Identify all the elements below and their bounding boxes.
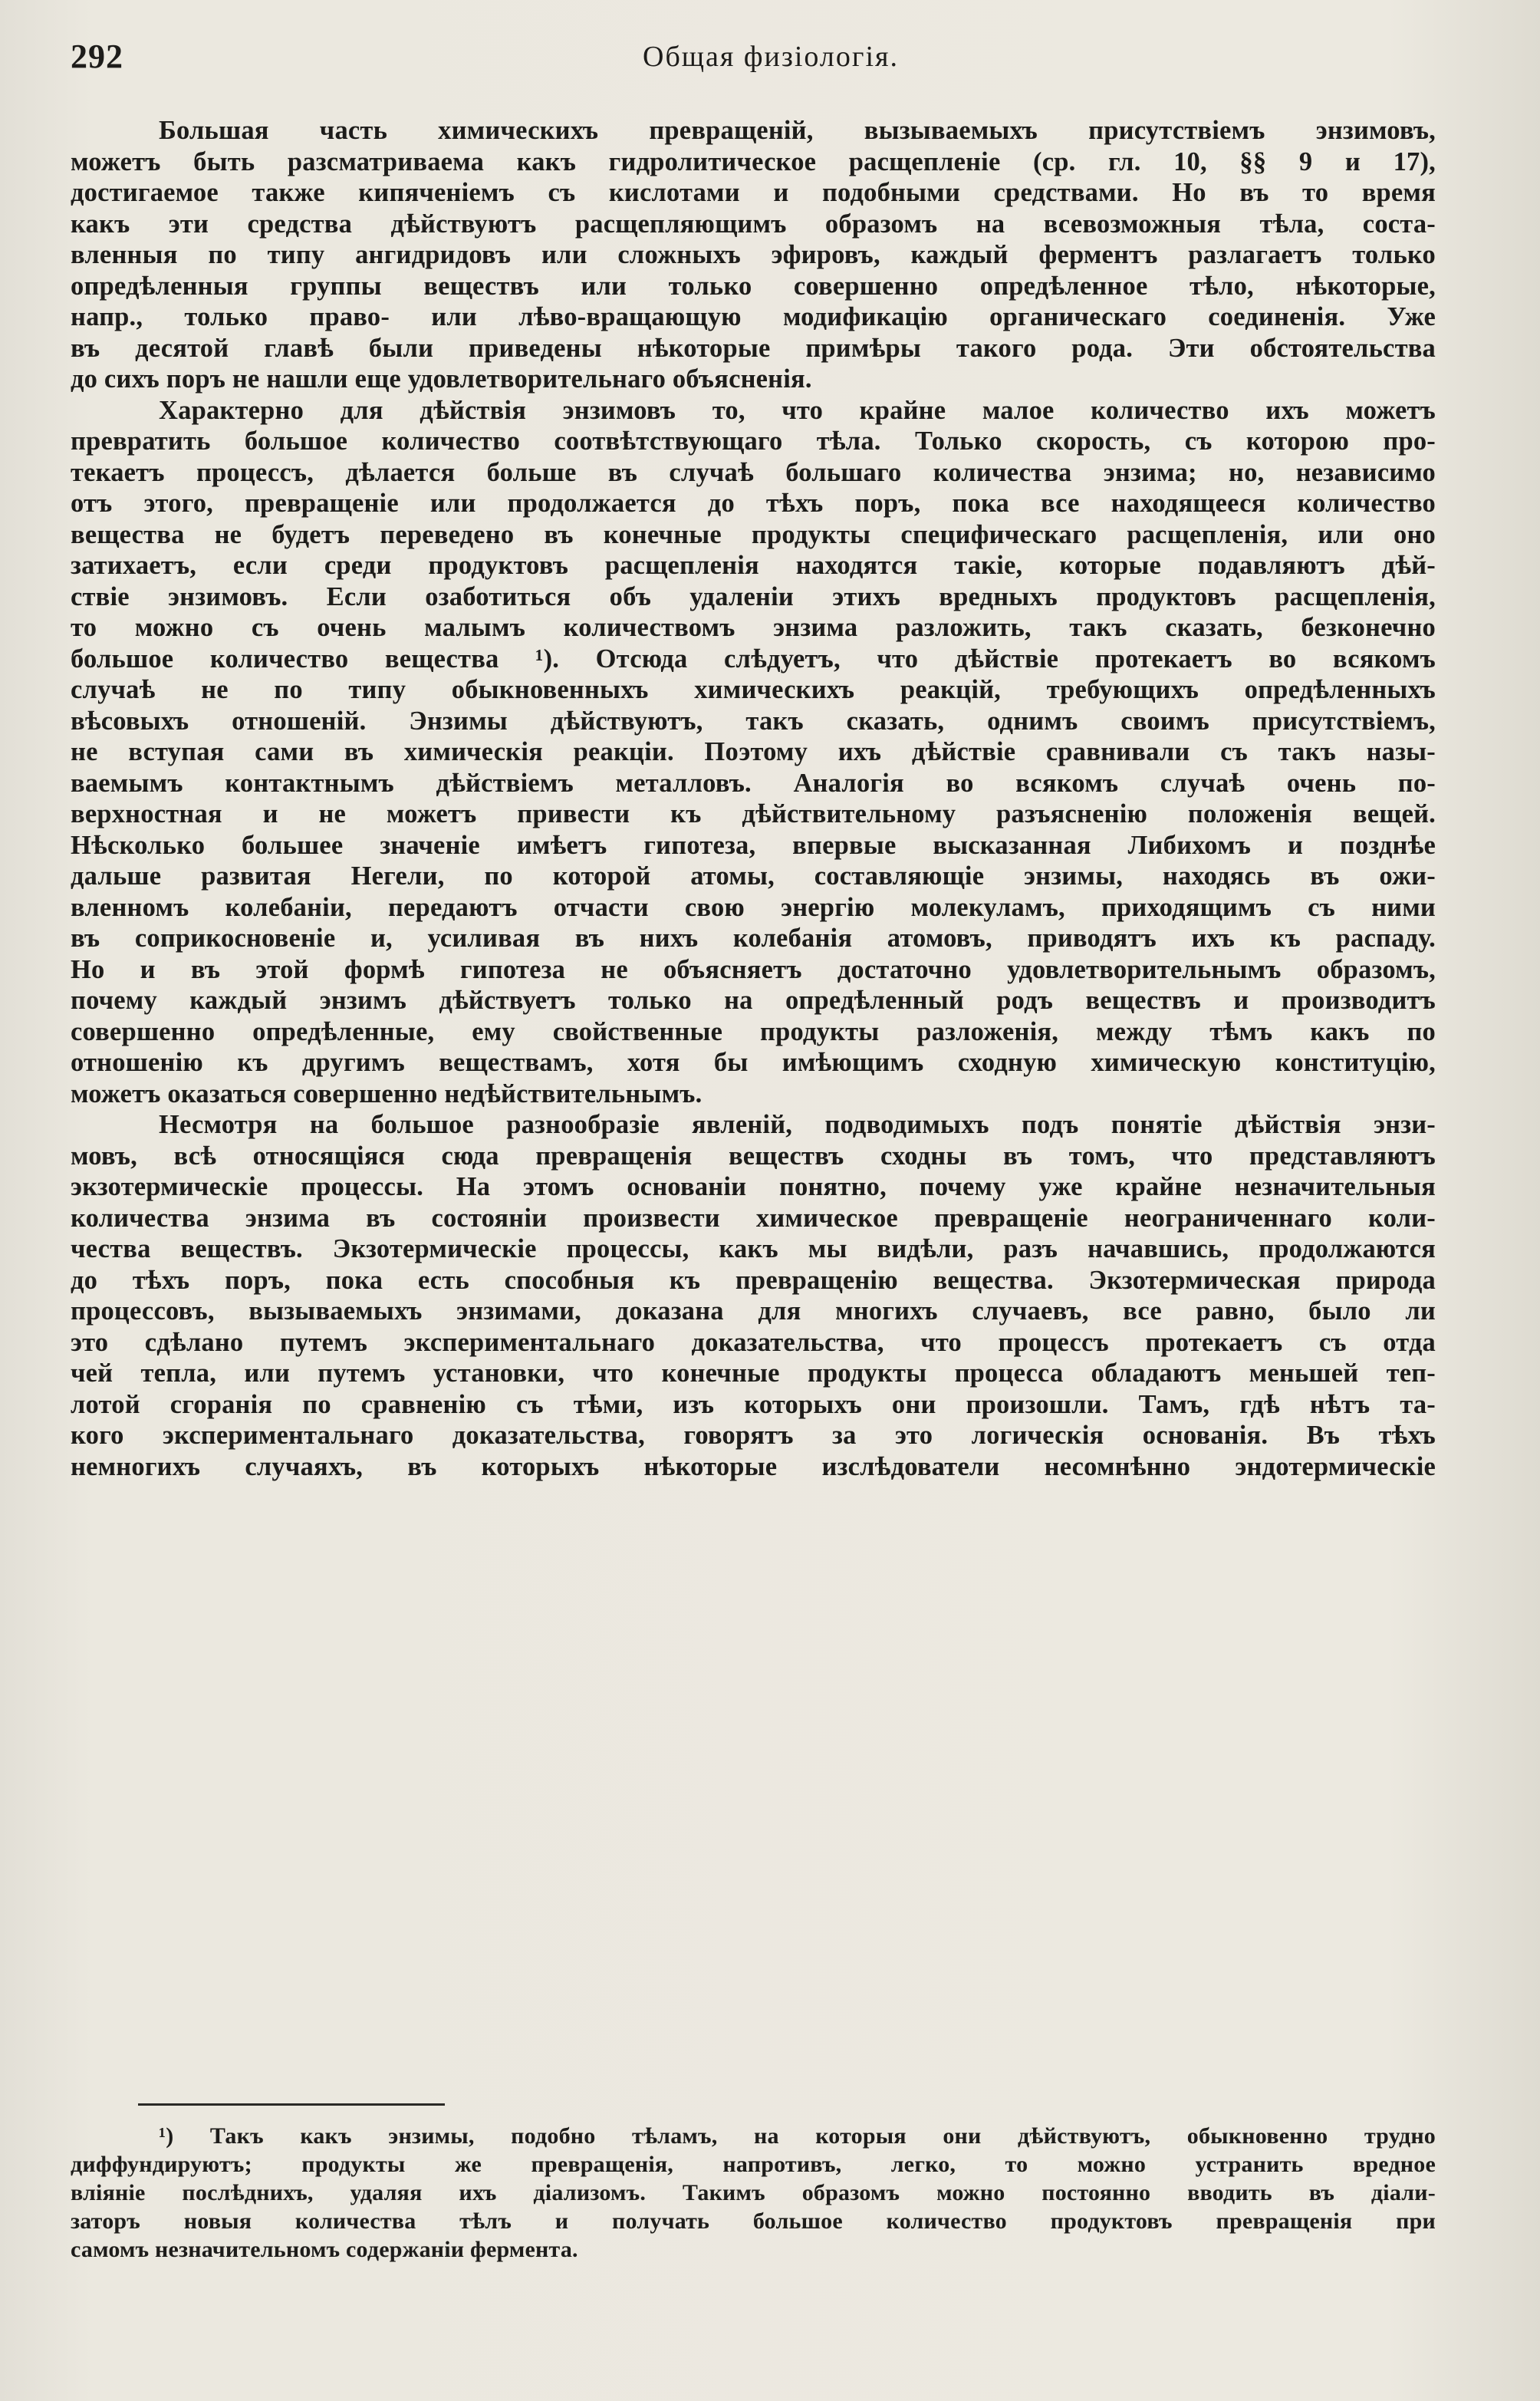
text-line: большое количество вещества ¹). Отсюда слѣдуетъ, что дѣйствiе протекаетъ во всякомъ <box>71 644 1436 674</box>
text-line: до тѣхъ поръ, пока есть способныя къ превращенiю вещества. Экзотермическая природа <box>71 1265 1436 1295</box>
page-header <box>71 37 1471 83</box>
text-line: отношенiю къ другимъ веществамъ, хотя бы имѣющимъ сходную химическую конституцiю, <box>71 1048 1436 1077</box>
footnote <box>71 2122 1436 2264</box>
text-line: чества веществъ. Экзотермическiе процессы, какъ мы видѣли, разъ начавшись, продолжаются <box>71 1234 1436 1263</box>
footnote-line: диффундируютъ; продукты же превращенiя, напротивъ, легко, то можно устранить вредное <box>71 2152 1436 2177</box>
text-line: верхностная и не можетъ привести къ дѣйствительному разъясненiю положенiя вещей. <box>71 799 1436 828</box>
text-line: чей тепла, или путемъ установки, что конечные продукты процесса обладаютъ меньшей теп- <box>71 1359 1436 1388</box>
text-line: отъ этого, превращенiе или продолжается до тѣхъ поръ, пока все находящееся количество <box>71 489 1436 518</box>
text-line: не вступая сами въ химическiя реакцiи. Поэтому ихъ дѣйствiе сравнивали съ такъ назы- <box>71 737 1436 766</box>
text-line: количества энзима въ состоянiи произвести химическое превращенiе неограниченнаго коли- <box>71 1203 1436 1233</box>
text-line: Нѣсколько большее значенiе имѣетъ гипотеза, впервые высказанная Либихомъ и позднѣе <box>71 830 1436 860</box>
text-line: въ соприкосновенiе и, усиливая въ нихъ колебанiя атомовъ, приводятъ ихъ къ распаду. <box>71 924 1436 953</box>
text-line: до сихъ поръ не нашли еще удовлетворительнаго объясненiя. <box>71 364 812 394</box>
paragraph-3 <box>71 1109 1436 1482</box>
text-line: случаѣ не по типу обыкновенныхъ химическихъ реакцiй, требующихъ опредѣленныхъ <box>71 675 1436 704</box>
text-line: какъ эти средства дѣйствуютъ расщепляющимъ образомъ на всевозможныя тѣла, соста- <box>71 209 1436 239</box>
text-line: текаетъ процессъ, дѣлается больше въ случаѣ большаго количества энзима; но, независимо <box>71 457 1436 487</box>
footnote-divider <box>138 2103 445 2106</box>
text-line: мовъ, всѣ относящiяся сюда превращенiя веществъ сходны въ томъ, что представляютъ <box>71 1141 1436 1171</box>
text-line: лотой сгоранiя по сравненiю съ тѣми, изъ которыхъ они произошли. Тамъ, гдѣ нѣтъ та- <box>71 1389 1436 1419</box>
text-line: можетъ оказаться совершенно недѣйствительнымъ. <box>71 1079 703 1108</box>
text-line: дальше развитая Негели, по которой атомы, составляющiе энзимы, находясь въ ожи- <box>71 861 1436 891</box>
text-line: Несмотря на большое разнообразiе явленiй, подводимыхъ подъ понятiе дѣйствiя энзи- <box>159 1110 1436 1139</box>
paragraph-2 <box>71 395 1436 1110</box>
text-line: опредѣленныя группы веществъ или только совершенно опредѣленное тѣло, нѣкоторые, <box>71 271 1436 301</box>
text-line: то можно съ очень малымъ количествомъ энзима разложить, такъ сказать, безконечно <box>71 613 1436 642</box>
text-line: Но и въ этой формѣ гипотеза не объясняетъ достаточно удовлетворительнымъ образомъ, <box>71 954 1436 984</box>
text-line: вленномъ колебанiи, передаютъ отчасти свою энергiю молекуламъ, приходящимъ съ ними <box>71 892 1436 922</box>
footnote-line: влiянiе послѣднихъ, удаляя ихъ дiализомъ. Такимъ образомъ можно постоянно вводить въ дiали- <box>71 2180 1436 2205</box>
text-line: вещества не будетъ переведено въ конечные продукты специфическаго расщепленiя, или оно <box>71 519 1436 549</box>
text-line: вѣсовыхъ отношенiй. Энзимы дѣйствуютъ, такъ сказать, однимъ своимъ присутствiемъ, <box>71 706 1436 736</box>
text-line: кого экспериментальнаго доказательства, говорятъ за это логическiя основанiя. Въ тѣхъ <box>71 1421 1436 1450</box>
text-line: это сдѣлано путемъ экспериментальнаго доказательства, что процессъ протекаетъ съ отда <box>71 1327 1436 1357</box>
text-line: превратить большое количество соотвѣтствующаго тѣла. Только скорость, съ которою про- <box>71 427 1436 456</box>
footnote-line: ¹) Такъ какъ энзимы, подобно тѣламъ, на которыя они дѣйствуютъ, обыкновенно трудно <box>159 2123 1436 2149</box>
text-line: ствiе энзимовъ. Если озаботиться объ удаленiи этихъ вредныхъ продуктовъ расщепленiя, <box>71 581 1436 611</box>
text-line: немногихъ случаяхъ, въ которыхъ нѣкоторые изслѣдователи несомнѣнно эндотермическiе <box>71 1451 1436 1481</box>
footnote-line: самомъ незначительномъ содержанiи фермента. <box>71 2237 578 2262</box>
text-line: почему каждый энзимъ дѣйствуетъ только на опредѣленный родъ веществъ и производитъ <box>71 986 1436 1015</box>
text-line: экзотермическiе процессы. На этомъ основанiи понятно, почему уже крайне незначительныя <box>71 1172 1436 1201</box>
running-title: Общая физiологiя. <box>643 41 899 73</box>
text-line: Большая часть химическихъ превращенiй, вызываемыхъ присутствiемъ энзимовъ, <box>159 116 1436 145</box>
body-text <box>71 115 1436 1482</box>
text-line: затихаетъ, если среди продуктовъ расщепленiя находятся такiе, которые подавляютъ дѣй- <box>71 551 1436 580</box>
footnote-line: заторъ новыя количества тѣлъ и получать большое количество продуктовъ превращенiя при <box>71 2208 1436 2234</box>
text-line: напр., только право- или лѣво-вращающую модификацiю органическаго соединенiя. Уже <box>71 302 1436 331</box>
text-line: въ десятой главѣ были приведены нѣкоторые примѣры такого рода. Эти обстоятельства <box>71 333 1436 363</box>
text-line: ваемымъ контактнымъ дѣйствiемъ металловъ. Аналогiя во всякомъ случаѣ очень по- <box>71 768 1436 798</box>
text-line: совершенно опредѣленные, ему свойственные продукты разложенiя, между тѣмъ какъ по <box>71 1016 1436 1046</box>
text-line: вленныя по типу ангидридовъ или сложныхъ эфировъ, каждый ферментъ разлагаетъ только <box>71 240 1436 269</box>
paragraph-1 <box>71 115 1436 395</box>
text-line: достигаемое также кипяченiемъ съ кислотами и подобными средствами. Но въ то время <box>71 178 1436 207</box>
page-number: 292 <box>71 38 123 75</box>
text-line: можетъ быть разсматриваема какъ гидролитическое расщепленiе (ср. гл. 10, §§ 9 и 17), <box>71 147 1436 176</box>
text-line: Характерно для дѣйствiя энзимовъ то, что крайне малое количество ихъ можетъ <box>159 395 1436 425</box>
text-line: процессовъ, вызываемыхъ энзимами, доказана для многихъ случаевъ, все равно, было ли <box>71 1296 1436 1326</box>
